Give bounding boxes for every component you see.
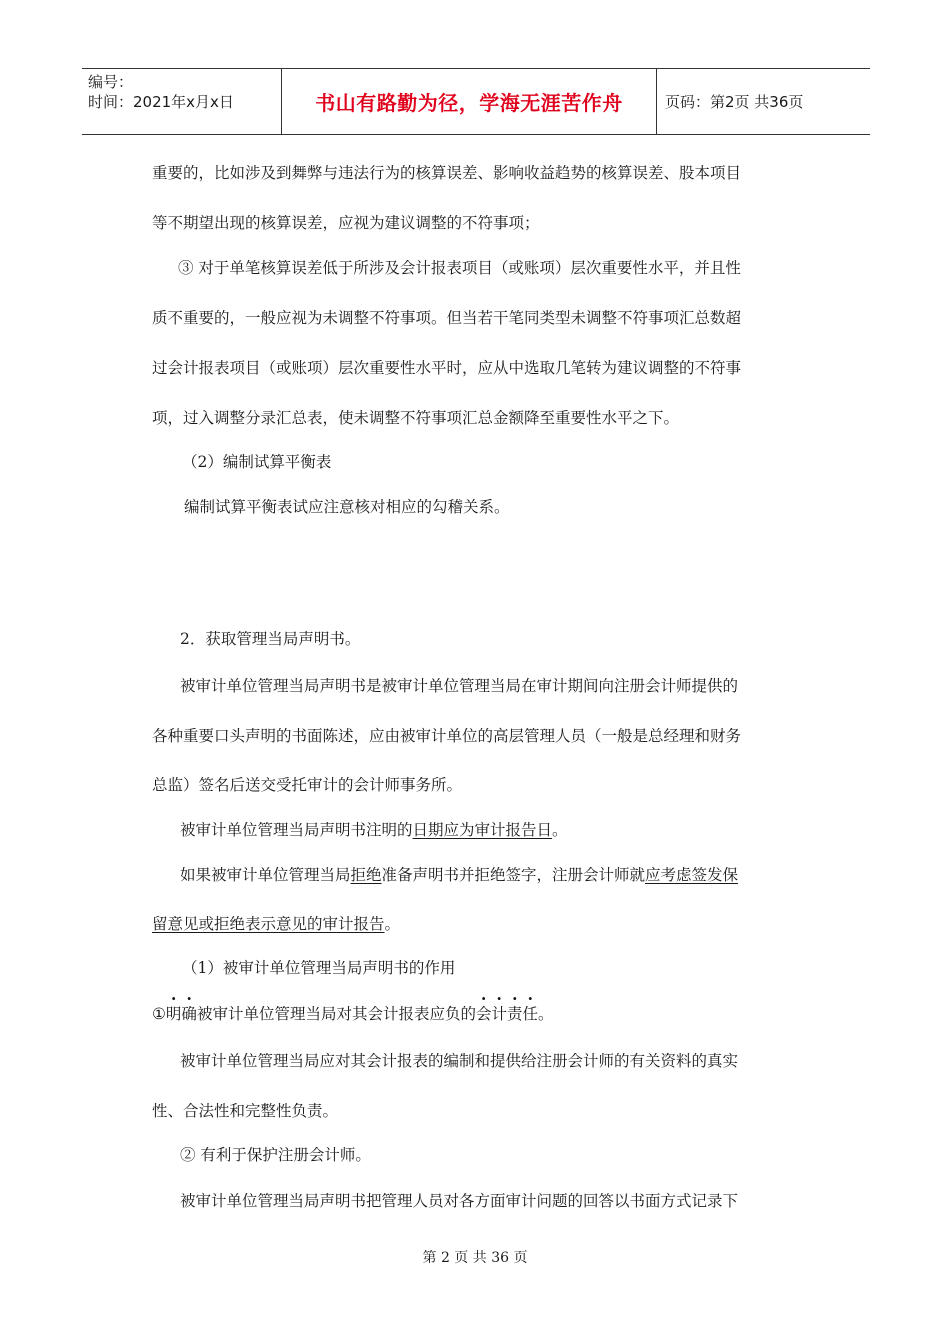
body-line: 编制试算平衡表试应注意核对相应的勾稽关系。: [184, 498, 510, 516]
underlined-text: 留意见或拒绝表示意见的审计报告: [152, 915, 385, 933]
section-heading: （2）编制试算平衡表: [182, 453, 332, 471]
header-slogan: 书山有路勤为径，学海无涯苦作舟: [315, 91, 623, 115]
header-slogan-cell: [282, 69, 657, 134]
body-line: 总监）签名后送交受托审计的会计师事务所。: [152, 776, 463, 794]
body-line: 项，过入调整分录汇总表，使未调整不符事项汇总金额降至重要性水平之下。: [152, 409, 680, 427]
document-number-label: 编号：: [88, 73, 134, 91]
underlined-text: 拒绝: [350, 866, 382, 884]
body-line: 性、合法性和完整性负责。: [152, 1102, 339, 1120]
section-heading: 2．获取管理当局声明书。: [180, 630, 361, 648]
emphasis-char: 计: [491, 1005, 507, 1023]
header-page-label: 页码：第2页 共36页: [665, 93, 804, 111]
body-line: 如果被审计单位管理当局拒绝准备声明书并拒绝签字，注册会计师就应考虑签发保: [180, 866, 739, 884]
emphasis-char: 会: [475, 1005, 492, 1023]
underlined-text: 日期应为审计报告日: [412, 821, 553, 839]
emphasis-char: 确: [181, 1005, 197, 1023]
body-line: 被审计单位管理当局应对其会计报表的编制和提供给注册会计师的有关资料的真实: [180, 1052, 739, 1070]
body-line: ①明确被审计单位管理当局对其会计报表应负的会计责任。: [152, 1005, 554, 1023]
emphasis-char: 明: [165, 1005, 182, 1023]
body-line: 质不重要的，一般应视为未调整不符事项。但当若干笔同类型未调整不符事项汇总数超: [152, 309, 742, 327]
body-line: 重要的，比如涉及到舞弊与违法行为的核算误差、影响收益趋势的核算误差、股本项目: [152, 164, 742, 182]
body-line: 各种重要口头声明的书面陈述，应由被审计单位的高层管理人员（一般是总经理和财务: [152, 727, 742, 745]
header-table: [82, 68, 870, 135]
header-page-cell: [657, 69, 870, 134]
body-line: 等不期望出现的核算误差，应视为建议调整的不符事项；: [152, 214, 540, 232]
body-line: 被审计单位管理当局声明书是被审计单位管理当局在审计期间向注册会计师提供的: [180, 677, 739, 695]
section-heading: （1）被审计单位管理当局声明书的作用: [182, 959, 456, 977]
page-footer: 第 2 页 共 36 页: [422, 1250, 528, 1266]
body-line: 被审计单位管理当局声明书把管理人员对各方面审计问题的回答以书面方式记录下: [180, 1192, 739, 1210]
header-left-cell: [82, 69, 282, 134]
document-time-label: 时间：2021年x月x日: [88, 93, 234, 111]
emphasis-char: 任: [522, 1005, 539, 1023]
body-line: 过会计报表项目（或账项）层次重要性水平时，应从中选取几笔转为建议调整的不符事: [152, 359, 742, 377]
body-line: ③ 对于单笔核算误差低于所涉及会计报表项目（或账项）层次重要性水平，并且性: [178, 259, 741, 277]
body-line: 留意见或拒绝表示意见的审计报告。: [152, 915, 401, 933]
body-line: ② 有利于保护注册会计师。: [180, 1146, 371, 1164]
emphasis-char: 责: [506, 1005, 523, 1023]
body-line: 被审计单位管理当局声明书注明的日期应为审计报告日。: [180, 821, 568, 839]
underlined-text: 应考虑签发保: [645, 866, 739, 884]
